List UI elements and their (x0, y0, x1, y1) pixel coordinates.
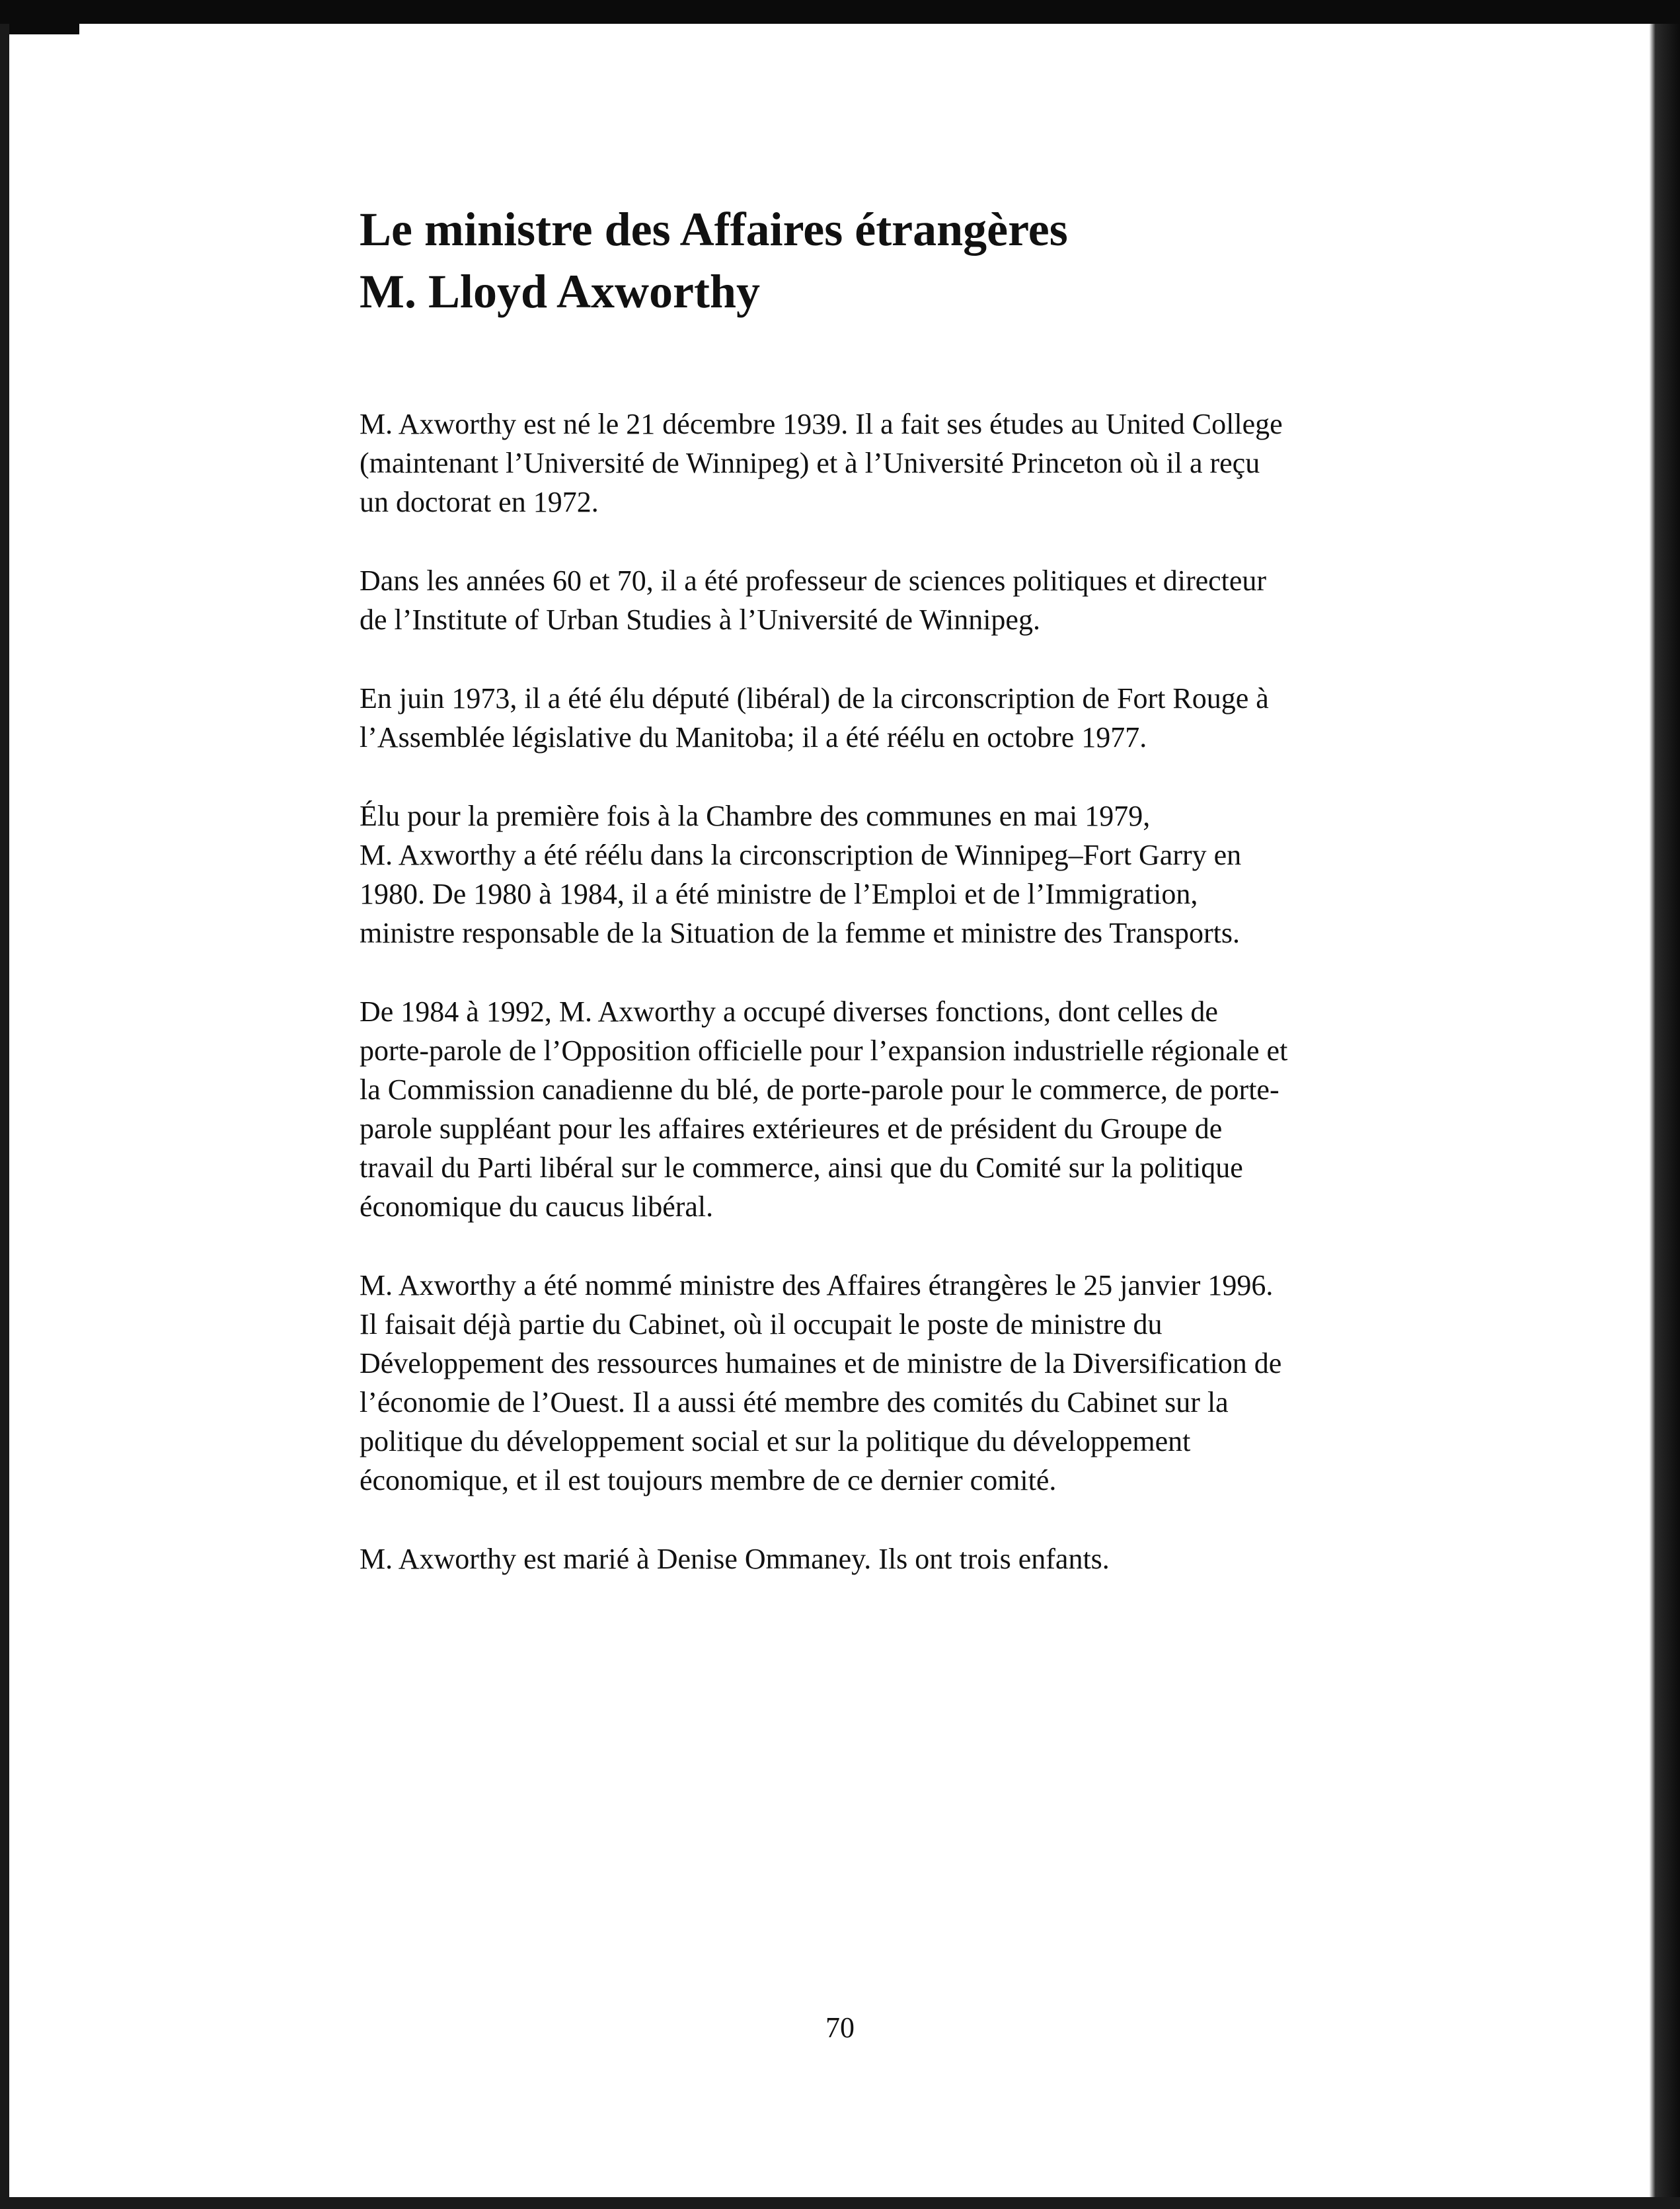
text-line: Développement des ressources humaines et de ministre de la Diversification de (360, 1347, 1282, 1379)
scan-border-bottom (0, 2197, 1680, 2209)
paragraph-foreign-affairs (360, 1266, 1443, 1500)
text-line: un doctorat en 1972. (360, 486, 599, 518)
text-line: En juin 1973, il a été élu député (libéral) de la circonscription de Fort Rouge à (360, 682, 1269, 715)
scan-border-right (1639, 24, 1680, 2209)
text-line: (maintenant l’Université de Winnipeg) et à l’Université Princeton où il a reçu (360, 447, 1260, 479)
text-line: politique du développement social et sur la politique du développement (360, 1425, 1191, 1457)
scan-border-top-notch (0, 24, 79, 34)
text-line: ministre responsable de la Situation de la femme et ministre des Transports. (360, 917, 1240, 949)
text-line: économique du caucus libéral. (360, 1190, 714, 1223)
document-body (360, 405, 1443, 1578)
text-line: Il faisait déjà partie du Cabinet, où il occupait le poste de ministre du (360, 1308, 1163, 1340)
text-line: M. Axworthy est marié à Denise Ommaney. Ils ont trois enfants. (360, 1543, 1110, 1575)
paragraph-birth-education (360, 405, 1443, 522)
title-line-1: Le ministre des Affaires étrangères (360, 203, 1068, 256)
text-line: M. Axworthy a été réélu dans la circonscription de Winnipeg–Fort Garry en (360, 839, 1242, 871)
paragraph-opposition (360, 992, 1443, 1226)
document-page (360, 198, 1443, 1618)
text-line: économique, et il est toujours membre de ce dernier comité. (360, 1464, 1057, 1496)
text-line: M. Axworthy a été nommé ministre des Affaires étrangères le 25 janvier 1996. (360, 1269, 1274, 1301)
text-line: travail du Parti libéral sur le commerce, ainsi que du Comité sur la politique (360, 1151, 1243, 1184)
document-title (360, 198, 1443, 323)
text-line: l’Assemblée législative du Manitoba; il a été réélu en octobre 1977. (360, 721, 1147, 754)
text-line: l’économie de l’Ouest. Il a aussi été membre des comités du Cabinet sur la (360, 1386, 1229, 1418)
text-line: 1980. De 1980 à 1984, il a été ministre de l’Emploi et de l’Immigration, (360, 878, 1198, 910)
paragraph-manitoba (360, 679, 1443, 757)
text-line: M. Axworthy est né le 21 décembre 1939. Il a fait ses études au United College (360, 408, 1283, 440)
paragraph-professor (360, 561, 1443, 639)
scan-border-left (0, 24, 9, 2209)
text-line: De 1984 à 1992, M. Axworthy a occupé diverses fonctions, dont celles de (360, 995, 1218, 1028)
text-line: la Commission canadienne du blé, de porte-parole pour le commerce, de porte- (360, 1073, 1279, 1106)
title-line-2: M. Lloyd Axworthy (360, 265, 761, 318)
scan-border-top (0, 0, 1680, 24)
page-number: 70 (825, 2011, 855, 2044)
text-line: de l’Institute of Urban Studies à l’Université de Winnipeg. (360, 603, 1040, 636)
text-line: Dans les années 60 et 70, il a été professeur de sciences politiques et directeur (360, 564, 1267, 597)
paragraph-family (360, 1539, 1443, 1578)
paragraph-commons (360, 796, 1443, 952)
text-line: porte-parole de l’Opposition officielle pour l’expansion industrielle régionale et (360, 1034, 1288, 1067)
text-line: Élu pour la première fois à la Chambre des communes en mai 1979, (360, 800, 1151, 832)
text-line: parole suppléant pour les affaires extérieures et de président du Groupe de (360, 1112, 1223, 1145)
